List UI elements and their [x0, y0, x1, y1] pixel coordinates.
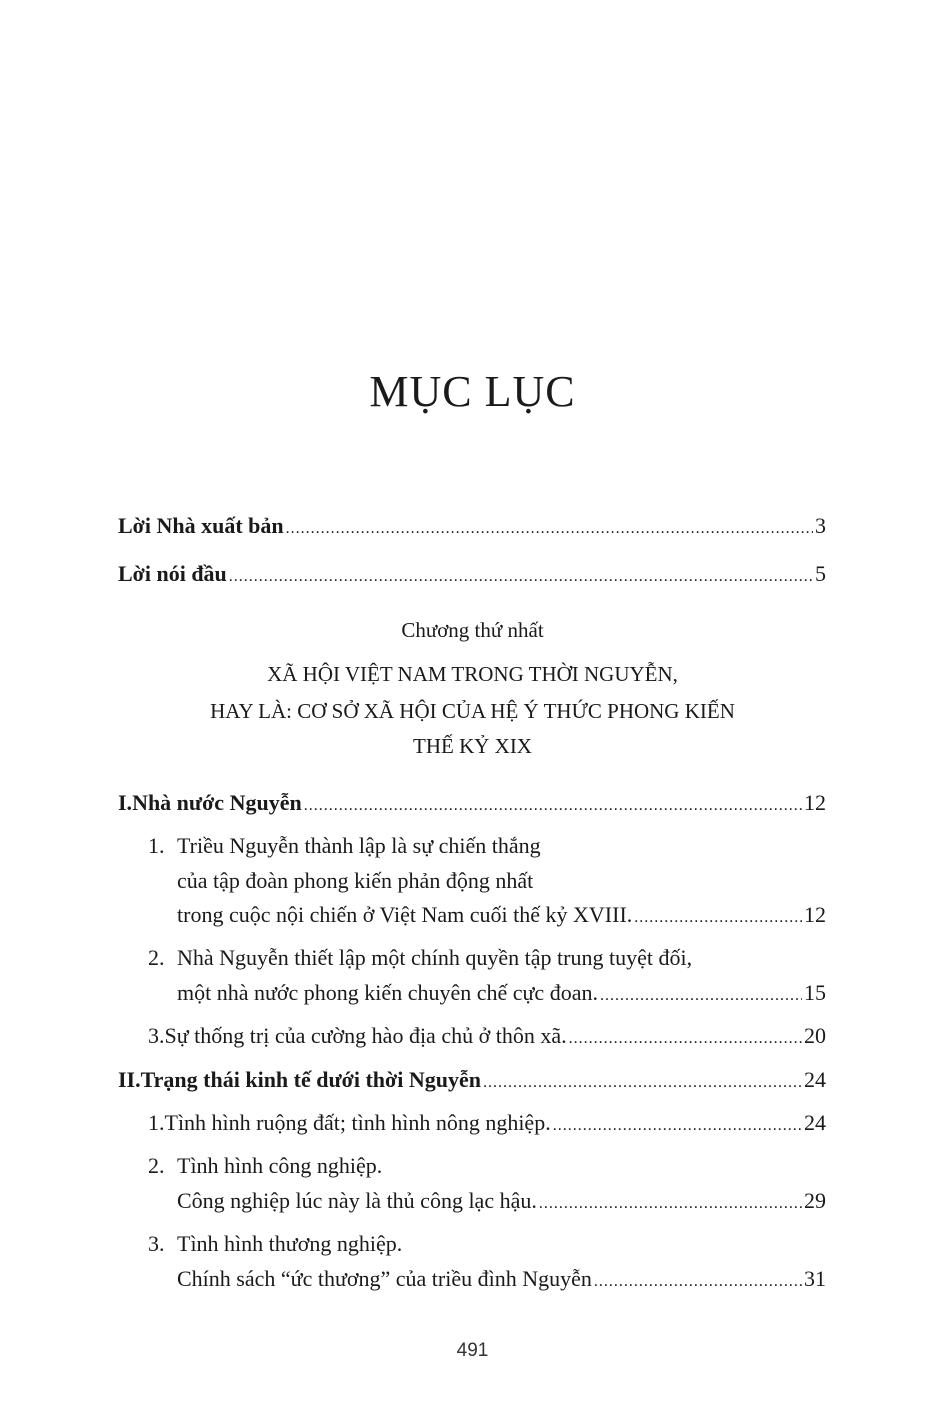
leader-dots: [600, 979, 802, 1013]
chapter-title-line: HAY LÀ: CƠ SỞ XÃ HỘI CỦA HỆ Ý THỨC PHONG KIẾN: [210, 699, 735, 723]
leader-dots: [286, 512, 813, 546]
toc-item-2-2[interactable]: [148, 1149, 826, 1183]
item-label-line: Tình hình ruộng đất; tình hình nông nghiệp.: [164, 1110, 551, 1135]
chapter-heading: Chương thứ nhất: [401, 618, 544, 642]
toc-section-2[interactable]: [118, 1063, 826, 1100]
item-label-line: Triều Nguyễn thành lập là sự chiến thắng: [177, 833, 541, 858]
toc-item-2-2-last-line[interactable]: [177, 1184, 826, 1221]
page-title: MỤC LỤC: [369, 367, 576, 416]
item-label-line: Nhà Nguyễn thiết lập một chính quyền tập trung tuyệt đối,: [177, 945, 693, 970]
item-label-line: Tình hình công nghiệp.: [177, 1153, 383, 1178]
item-number: 3.: [148, 1231, 165, 1256]
toc-page-number: 31: [804, 1266, 826, 1291]
toc-entry-label: Lời Nhà xuất bản: [118, 513, 284, 538]
section-label: Trạng thái kinh tế dưới thời Nguyễn: [140, 1067, 481, 1092]
toc-item-2-1[interactable]: [148, 1106, 826, 1143]
toc-page-number: 15: [804, 980, 826, 1005]
item-label-line: Chính sách “ức thương” của triều đình Nguyễn: [177, 1266, 592, 1291]
leader-dots: [634, 901, 802, 935]
item-number: 3.: [148, 1023, 165, 1048]
section-number: II.: [118, 1067, 141, 1092]
toc-item-1-2[interactable]: [148, 941, 826, 975]
toc-item-2-3-last-line[interactable]: [177, 1262, 826, 1299]
toc-item-1-1[interactable]: [148, 829, 826, 863]
toc-page-number: 24: [804, 1110, 826, 1135]
item-number: 2.: [148, 1153, 165, 1178]
leader-dots: [229, 560, 813, 594]
leader-dots: [539, 1187, 802, 1221]
section-number: I.: [118, 790, 133, 815]
leader-dots: [483, 1066, 802, 1100]
toc-section-1[interactable]: [118, 786, 826, 823]
toc-page-number: 3: [815, 513, 826, 538]
toc-entry-publisher-note[interactable]: [118, 509, 826, 546]
chapter-title-line: XÃ HỘI VIỆT NAM TRONG THỜI NGUYỄN,: [267, 662, 678, 686]
item-label-line: của tập đoàn phong kiến phản động nhất: [177, 868, 534, 893]
item-number: 1.: [148, 1110, 165, 1135]
leader-dots: [569, 1022, 802, 1056]
chapter-title-line: THẾ KỶ XIX: [413, 734, 532, 758]
toc-item-1-2-last-line[interactable]: [177, 976, 826, 1013]
item-number: 2.: [148, 945, 165, 970]
toc-page-number: 12: [804, 790, 826, 815]
item-label-line: Công nghiệp lúc này là thủ công lạc hậu.: [177, 1188, 537, 1213]
section-label: Nhà nước Nguyễn: [132, 790, 302, 815]
page-number: 491: [456, 1340, 489, 1361]
toc-item-1-1-last-line[interactable]: [177, 898, 826, 935]
toc-entry-foreword[interactable]: [118, 557, 826, 594]
leader-dots: [304, 789, 802, 823]
leader-dots: [553, 1109, 802, 1143]
item-label-line: Sự thống trị của cường hào địa chủ ở thôn xã.: [164, 1023, 567, 1048]
toc-page-number: 20: [804, 1023, 826, 1048]
toc-entry-label: Lời nói đầu: [118, 561, 227, 586]
item-label-line: Tình hình thương nghiệp.: [177, 1231, 403, 1256]
toc-item-2-3[interactable]: [148, 1227, 826, 1261]
toc-page-number: 5: [815, 561, 826, 586]
item-number: 1.: [148, 833, 165, 858]
toc-page-number: 29: [804, 1188, 826, 1213]
item-label-line: trong cuộc nội chiến ở Việt Nam cuối thế kỷ XVIII.: [177, 902, 633, 927]
leader-dots: [594, 1265, 802, 1299]
toc-page-number: 24: [804, 1067, 826, 1092]
toc-page-number: 12: [804, 902, 826, 927]
item-label-line: một nhà nước phong kiến chuyên chế cực đoan.: [177, 980, 598, 1005]
toc-item-1-3[interactable]: [148, 1019, 826, 1056]
